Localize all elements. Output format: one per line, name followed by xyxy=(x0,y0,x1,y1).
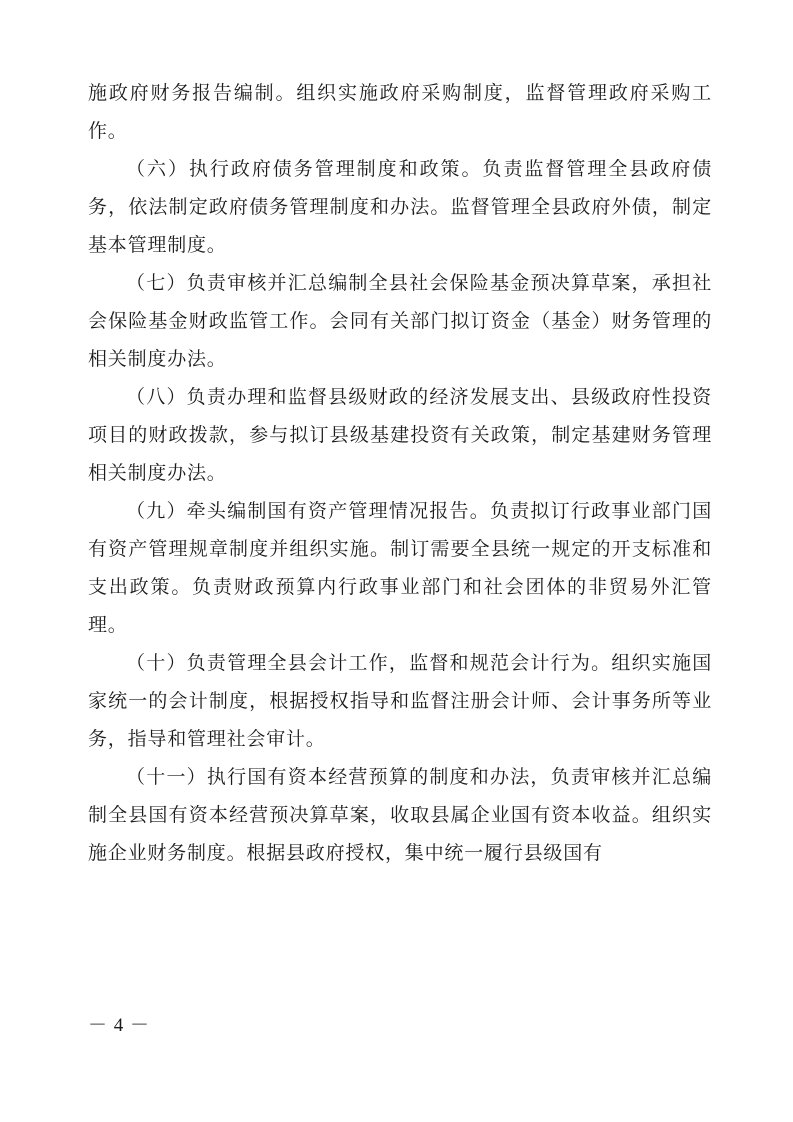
page-number: － 4 － xyxy=(88,1015,151,1036)
paragraph-item-11: （十一）执行国有资本经营预算的制度和办法，负责审核并汇总编制全县国有资本经营预决算草案，收取县属企业国有资本收益。组织实施企业财务制度。根据县政府授权，集中统一履行县级国有 xyxy=(88,766,712,864)
paragraph-continuation: 施政府财务报告编制。组织实施政府采购制度，监督管理政府采购工作。 xyxy=(88,82,712,142)
paragraph-item-8: （八）负责办理和监督县级财政的经济发展支出、县级政府性投资项目的财政拨款，参与拟订县级基建投资有关政策，制定基建财务管理相关制度办法。 xyxy=(88,386,712,484)
paragraph-item-10: （十）负责管理全县会计工作，监督和规范会计行为。组织实施国家统一的会计制度，根据授权指导和监督注册会计师、会计事务所等业务，指导和管理社会审计。 xyxy=(88,652,712,750)
paragraph-item-9: （九）牵头编制国有资产管理情况报告。负责拟订行政事业部门国有资产管理规章制度并组织实施。制订需要全县统一规定的开支标准和支出政策。负责财政预算内行政事业部门和社会团体的非贸易外汇管理。 xyxy=(88,500,712,636)
paragraph-item-7: （七）负责审核并汇总编制全县社会保险基金预决算草案，承担社会保险基金财政监管工作。会同有关部门拟订资金（基金）财务管理的相关制度办法。 xyxy=(88,272,712,370)
paragraph-item-6: （六）执行政府债务管理制度和政策。负责监督管理全县政府债务，依法制定政府债务管理制度和办法。监督管理全县政府外债，制定基本管理制度。 xyxy=(88,158,712,256)
body-text xyxy=(88,74,712,872)
